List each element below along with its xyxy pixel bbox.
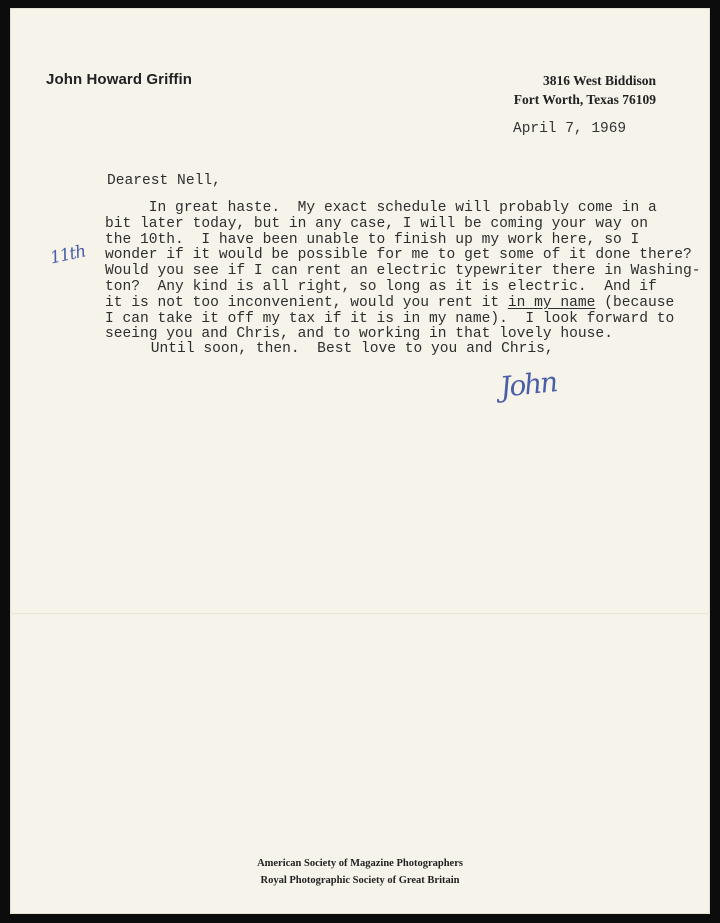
- letter-body: [105, 201, 701, 343]
- salutation: Dearest Nell,: [107, 173, 221, 189]
- letter-date: April 7, 1969: [513, 121, 627, 137]
- body-line: I can take it off my tax if it is in my name). I look forward to: [105, 310, 675, 327]
- body-line: wonder if it would be possible for me to get some of it done there?: [105, 247, 692, 264]
- address-city: Fort Worth, Texas 76109: [513, 92, 656, 107]
- body-line: Would you see if I can rent an electric typewriter there in Washing-: [105, 263, 701, 280]
- letterhead-name: John Howard Griffin: [46, 71, 193, 88]
- body-line: In great haste. My exact schedule will probably come in a: [105, 200, 657, 216]
- body-line: [105, 296, 701, 312]
- address-street: 3816 West Biddison: [542, 73, 656, 88]
- body-text: (because: [595, 294, 675, 311]
- letterhead-footer: [10, 855, 710, 889]
- body-line: seeing you and Chris, and to working in that lovely house.: [105, 326, 613, 343]
- body-line: ton? Any kind is all right, so long as it is electric. And if: [105, 278, 657, 295]
- handwritten-signature: John: [498, 365, 558, 404]
- fold-crease: [10, 613, 710, 615]
- body-line: bit later today, but in any case, I will be coming your way on: [105, 215, 648, 232]
- letter-page: [10, 8, 710, 914]
- handwritten-margin-note: 11th: [48, 241, 88, 269]
- closing-line: Until soon, then. Best love to you and Chris,: [107, 341, 554, 357]
- underlined-phrase: in my name: [507, 294, 596, 311]
- letterhead-address: [514, 71, 656, 109]
- footer-society-2: Royal Photographic Society of Great Britain: [260, 875, 460, 886]
- body-text: it is not too inconvenient, would you rent it: [105, 294, 508, 311]
- body-line: the 10th. I have been unable to finish up my work here, so I: [105, 231, 640, 248]
- footer-society-1: American Society of Magazine Photographers: [257, 858, 463, 869]
